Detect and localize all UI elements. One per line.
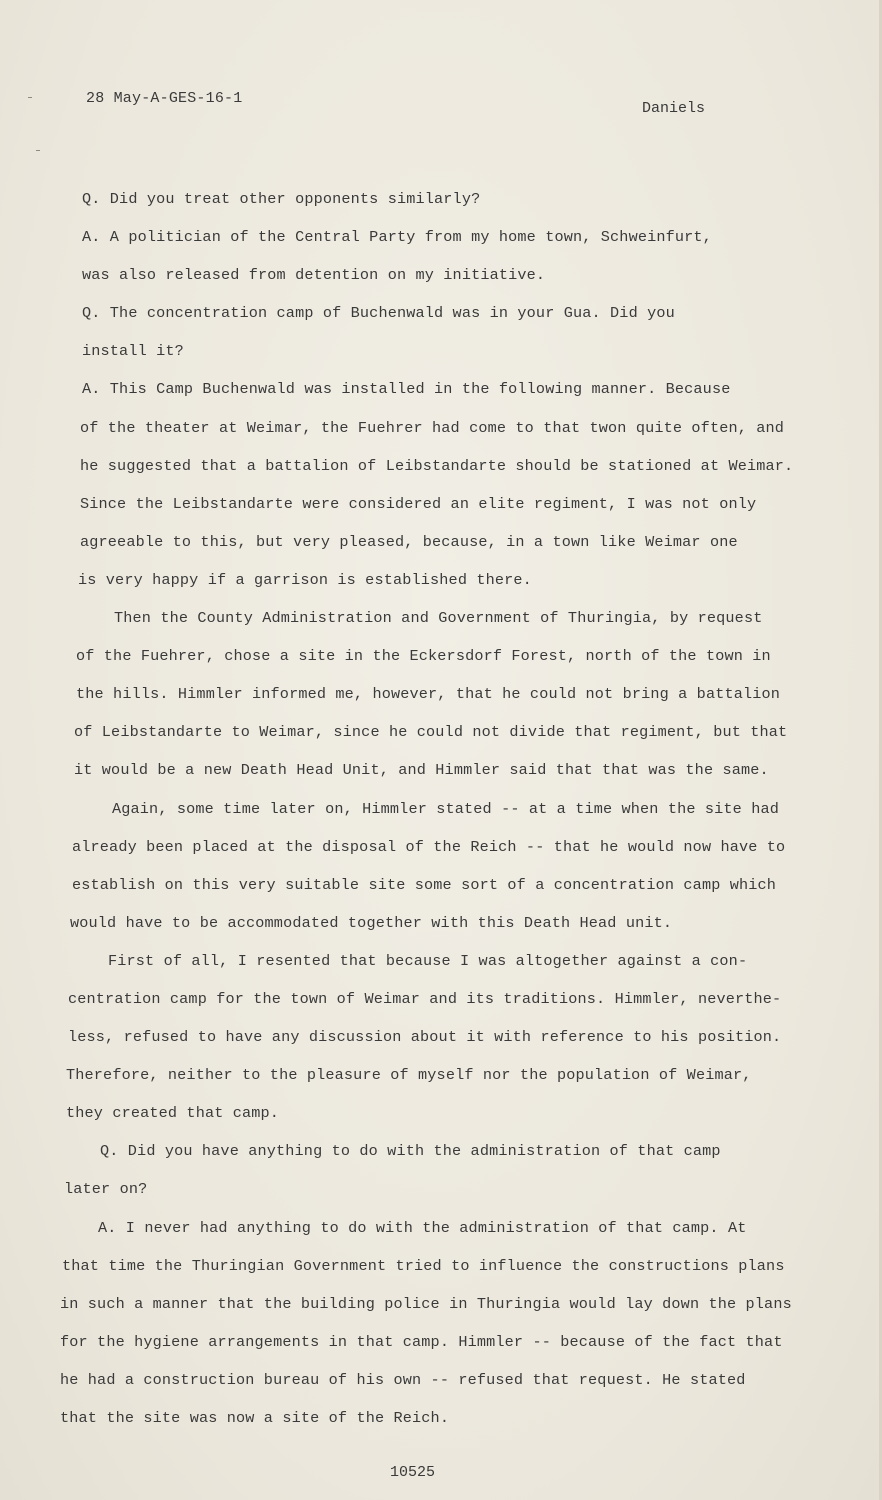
transcript-line: establish on this very suitable site some sort of a concentration camp which <box>72 875 777 894</box>
transcript-line: Then the County Administration and Government of Thuringia, by request <box>114 609 763 628</box>
transcript-line: agreeable to this, but very pleased, because, in a town like Weimar one <box>80 532 738 551</box>
transcript-line: centration camp for the town of Weimar and its traditions. Himmler, neverthe- <box>68 989 782 1008</box>
transcript-line: he suggested that a battalion of Leibstandarte should be stationed at Weimar. <box>80 456 794 475</box>
transcript-line: that the site was now a site of the Reich. <box>60 1409 450 1427</box>
transcript-line: of Leibstandarte to Weimar, since he could not divide that regiment, but that <box>74 723 788 742</box>
transcript-line: Q. Did you have anything to do with the administration of that camp <box>100 1142 721 1161</box>
transcript-line: A. This Camp Buchenwald was installed in the following manner. Because <box>82 380 731 399</box>
transcript-line: the hills. Himmler informed me, however, that he could not bring a battalion <box>76 685 781 704</box>
transcript-line: was also released from detention on my initiative. <box>82 266 546 285</box>
transcript-line: that time the Thuringian Government tried to influence the constructions plans <box>62 1256 785 1275</box>
transcript-line: is very happy if a garrison is established there. <box>78 570 532 589</box>
transcript-line: for the hygiene arrangements in that camp. Himmler -- because of the fact that <box>60 1332 783 1351</box>
transcript-line: of the Fuehrer, chose a site in the Eckersdorf Forest, north of the town in <box>76 647 771 666</box>
transcript-line: install it? <box>82 342 184 361</box>
transcript-line: would have to be accommodated together with this Death Head unit. <box>70 913 673 932</box>
transcript-line: Q. Did you treat other opponents similarly? <box>82 190 481 208</box>
transcript-line: of the theater at Weimar, the Fuehrer had come to that twon quite often, and <box>80 418 785 437</box>
transcript-line: later on? <box>64 1180 148 1199</box>
transcript-line: Since the Leibstandarte were considered an elite regiment, I was not only <box>80 494 757 513</box>
transcript-line: he had a construction bureau of his own -- refused that request. He stated <box>60 1370 746 1389</box>
transcript-line: Therefore, neither to the pleasure of myself nor the population of Weimar, <box>66 1066 752 1085</box>
transcript-line: already been placed at the disposal of the Reich -- that he would now have to <box>72 837 786 856</box>
page-number: 10525 <box>390 1464 436 1481</box>
transcript-line: Again, some time later on, Himmler stated -- at a time when the site had <box>112 799 780 818</box>
margin-mark <box>28 97 32 98</box>
transcript-line: A. I never had anything to do with the administration of that camp. At <box>98 1218 747 1237</box>
transcript-line: in such a manner that the building police in Thuringia would lay down the plans <box>60 1294 792 1313</box>
transcript-line: it would be a new Death Head Unit, and Himmler said that that was the same. <box>74 761 769 780</box>
transcript-body <box>60 188 826 1445</box>
transcript-line: A. A politician of the Central Party from my home town, Schweinfurt, <box>82 228 712 247</box>
transcript-line: Q. The concentration camp of Buchenwald was in your Gua. Did you <box>82 304 675 323</box>
transcript-line: less, refused to have any discussion about it with reference to his position. <box>68 1028 782 1047</box>
speaker-name: Daniels <box>642 100 706 117</box>
document-reference: 28 May-A-GES-16-1 <box>86 90 243 107</box>
transcript-line: they created that camp. <box>66 1104 280 1123</box>
margin-mark <box>36 150 40 151</box>
transcript-line: First of all, I resented that because I was altogether against a con- <box>108 951 748 970</box>
